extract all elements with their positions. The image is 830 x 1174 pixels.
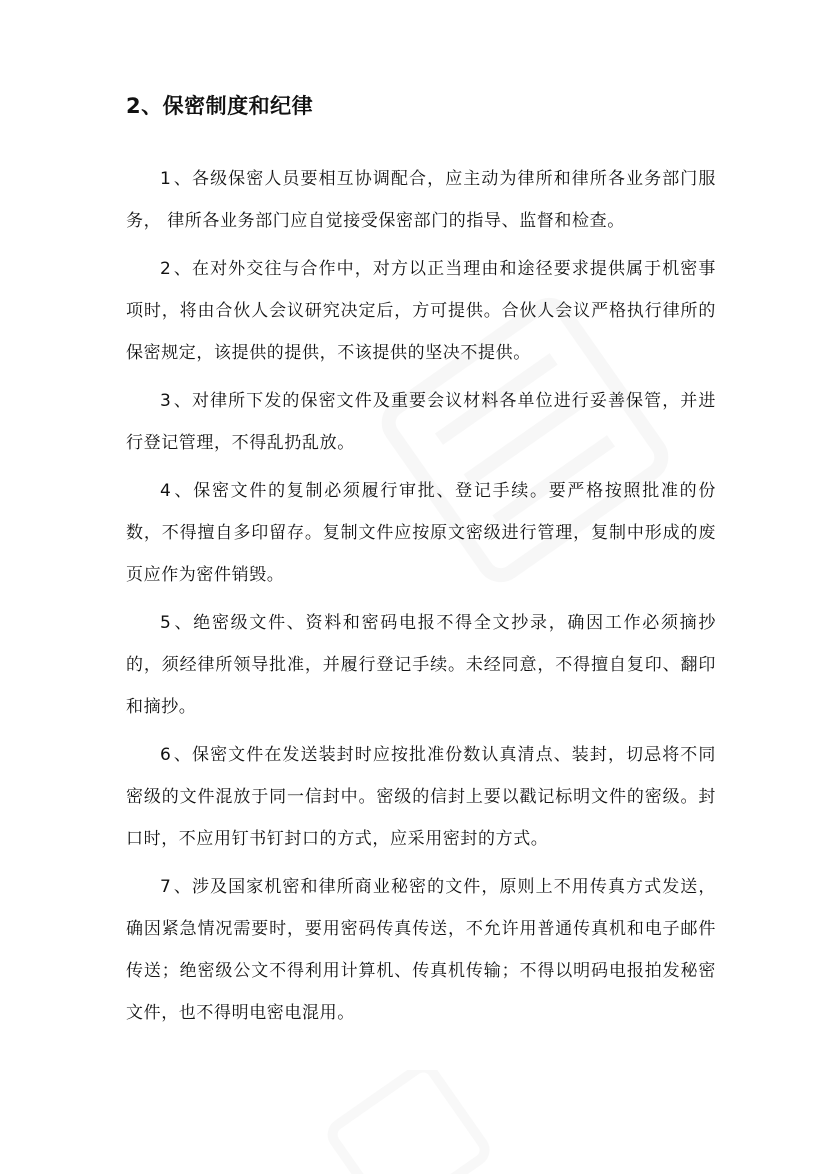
section-heading: 2、保密制度和纪律 [126,94,314,118]
paragraph-text: 、绝密级文件、资料和密码电报不得全文抄录，确因工作必须摘抄的，须经律所领导批准，并履行登记手续。未经同意，不得擅自复印、翻印和摘抄。 [126,613,716,717]
paragraph-number: 1 [160,169,172,189]
paragraph-text: 、保密文件在发送装封时应按批准份数认真清点、装封，切忌将不同密级的文件混放于同一信封中。密级的信封上要以戳记标明文件的密级。封口时，不应用钉书钉封口的方式，应采用密封的方式。 [126,745,716,849]
paragraph-number: 6 [160,745,172,765]
paragraph-5 [126,602,716,728]
paragraph-number: 5 [160,613,172,633]
paragraph-text: 、涉及国家机密和律所商业秘密的文件，原则上不用传真方式发送，确因紧急情况需要时，要用密码传真传送，不允许用普通传真机和电子邮件传送；绝密级公文不得利用计算机、传真机传输；不得以明码电报拍发秘密文件，也不得明电密电混用。 [126,877,716,1023]
paragraph-text: 、保密文件的复制必须履行审批、登记手续。要严格按照批准的份数，不得擅自多印留存。复制文件应按原文密级进行管理，复制中形成的废页应作为密件销毁。 [126,481,716,585]
paragraph-text: 、在对外交往与合作中，对方以正当理由和途径要求提供属于机密事项时，将由合伙人会议研究决定后，方可提供。合伙人会议严格执行律所的保密规定，该提供的提供，不该提供的坚决不提供。 [126,259,716,363]
paragraph-text: 、对律所下发的保密文件及重要会议材料各单位进行妥善保管，并进行登记管理，不得乱扔乱放。 [126,391,716,453]
paragraph-3 [126,380,716,464]
paragraph-1 [126,158,716,242]
paragraph-text: 、各级保密人员要相互协调配合，应主动为律所和律所各业务部门服务， 律所各业务部门应自觉接受保密部门的指导、监督和检查。 [126,169,716,231]
paragraph-7 [126,866,716,1034]
paragraph-number: 7 [160,877,172,897]
paragraph-6 [126,734,716,860]
paragraph-number: 3 [160,391,172,411]
paragraph-2 [126,248,716,374]
paragraph-4 [126,470,716,596]
paragraph-number: 4 [160,481,172,501]
paragraph-number: 2 [160,259,172,279]
document-body [126,158,716,1040]
watermark-logo-icon-bottom [300,1070,500,1174]
